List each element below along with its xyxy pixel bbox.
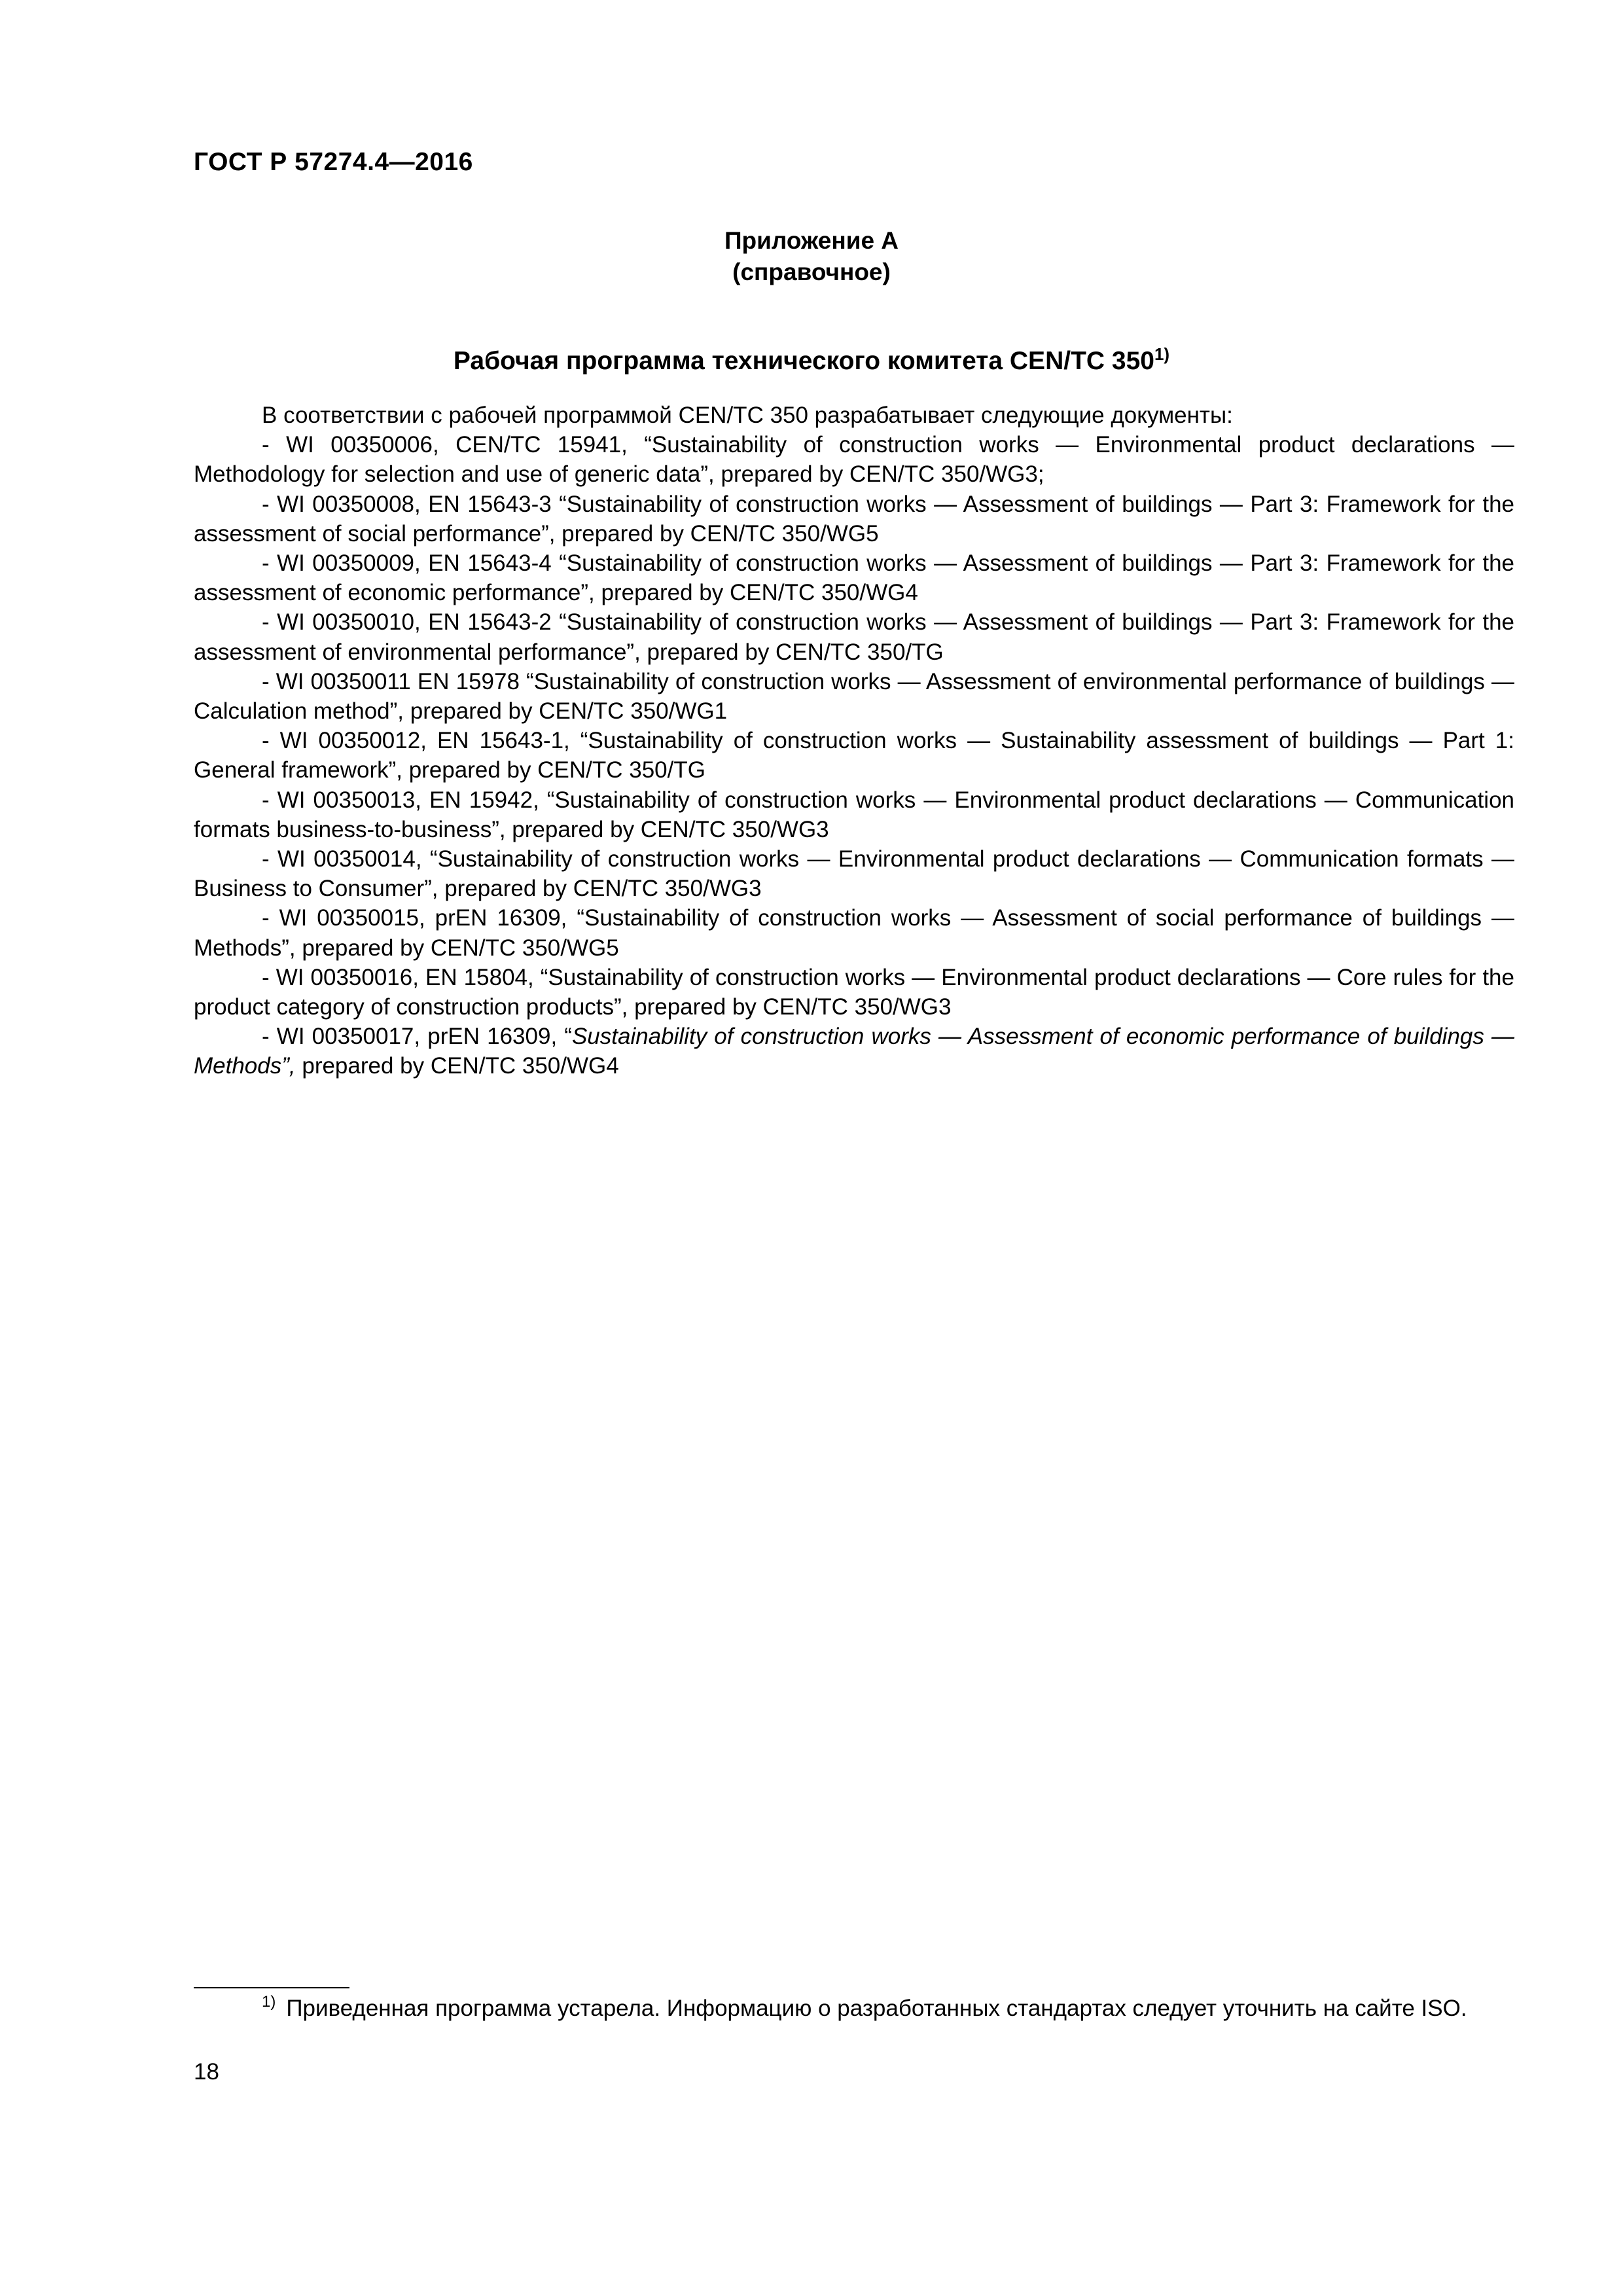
- last-item-italic-title: Sustainability of construction works — Assessment of economic performance of buildings — Methods”,: [194, 1024, 1514, 1079]
- footnote: [194, 1994, 1514, 2023]
- list-item: - WI 00350011 EN 15978 “Sustainability of construction works — Assessment of environmental performance of buildings — Calculation method”, prepared by CEN/TC 350/WG1: [194, 668, 1514, 725]
- intro-paragraph: В соответствии с рабочей программой CEN/TC 350 разрабатывает следующие документы:: [262, 403, 1233, 428]
- list-item: - WI 00350013, EN 15942, “Sustainability of construction works — Environmental product declarations — Communication formats business-to-business”, prepared by CEN/TC 350/WG3: [194, 787, 1514, 842]
- page-number: 18: [194, 2059, 219, 2085]
- list-item: - WI 00350012, EN 15643-1, “Sustainability of construction works — Sustainability assessment of buildings — Part 1: General framework”, prepared by CEN/TC 350/TG: [194, 728, 1514, 783]
- annex-label: Приложение А: [724, 227, 899, 254]
- footnote-text: Приведенная программа устарела. Информацию о разработанных стандартах следует уточнить на сайте ISO.: [286, 1996, 1467, 2021]
- footnote-reference: 1): [1154, 344, 1170, 364]
- footnote-separator: [194, 1987, 349, 1988]
- list-item-last: [194, 1022, 1514, 1081]
- annex-title-text: Рабочая программа технического комитета CEN/TC 350: [453, 347, 1154, 375]
- list-item: - WI 00350008, EN 15643-3 “Sustainability of construction works — Assessment of buildings — Part 3: Framework for the assessment of social performance”, prepared by CEN/TC 350/WG5: [194, 491, 1514, 547]
- annex-title: [0, 344, 1623, 376]
- list-item: - WI 00350010, EN 15643-2 “Sustainability of construction works — Assessment of buildings — Part 3: Framework for the assessment of environmental performance”, prepared by CEN/TC 350/TG: [194, 609, 1514, 665]
- annex-heading: [0, 225, 1623, 288]
- list-item: - WI 00350015, prEN 16309, “Sustainability of construction works — Assessment of social performance of buildings — Methods”, prepared by CEN/TC 350/WG5: [194, 905, 1514, 961]
- last-item-suffix: prepared by CEN/TC 350/WG4: [295, 1053, 619, 1079]
- list-item: - WI 00350016, EN 15804, “Sustainability of construction works — Environmental product declarations — Core rules for the product category of construction products”, prepared by CEN/TC 350/WG3: [194, 964, 1514, 1020]
- list-item: - WI 00350014, “Sustainability of construction works — Environmental product declarations — Communication formats — Business to Consumer”, prepared by CEN/TC 350/WG3: [194, 846, 1514, 902]
- annex-body: [194, 401, 1514, 1081]
- standard-designation: ГОСТ Р 57274.4—2016: [194, 148, 473, 176]
- list-item: - WI 00350009, EN 15643-4 “Sustainability of construction works — Assessment of buildings — Part 3: Framework for the assessment of economic performance”, prepared by CEN/TC 350/WG4: [194, 550, 1514, 606]
- footnote-mark: 1): [262, 1993, 276, 2011]
- list-item: - WI 00350006, CEN/TC 15941, “Sustainability of construction works — Environmental product declarations — Methodology for selection and use of generic data”, prepared by CEN/TC 350/WG3;: [194, 432, 1514, 488]
- last-item-prefix: - WI 00350017, prEN 16309, “: [262, 1024, 572, 1050]
- annex-status: (справочное): [732, 259, 891, 285]
